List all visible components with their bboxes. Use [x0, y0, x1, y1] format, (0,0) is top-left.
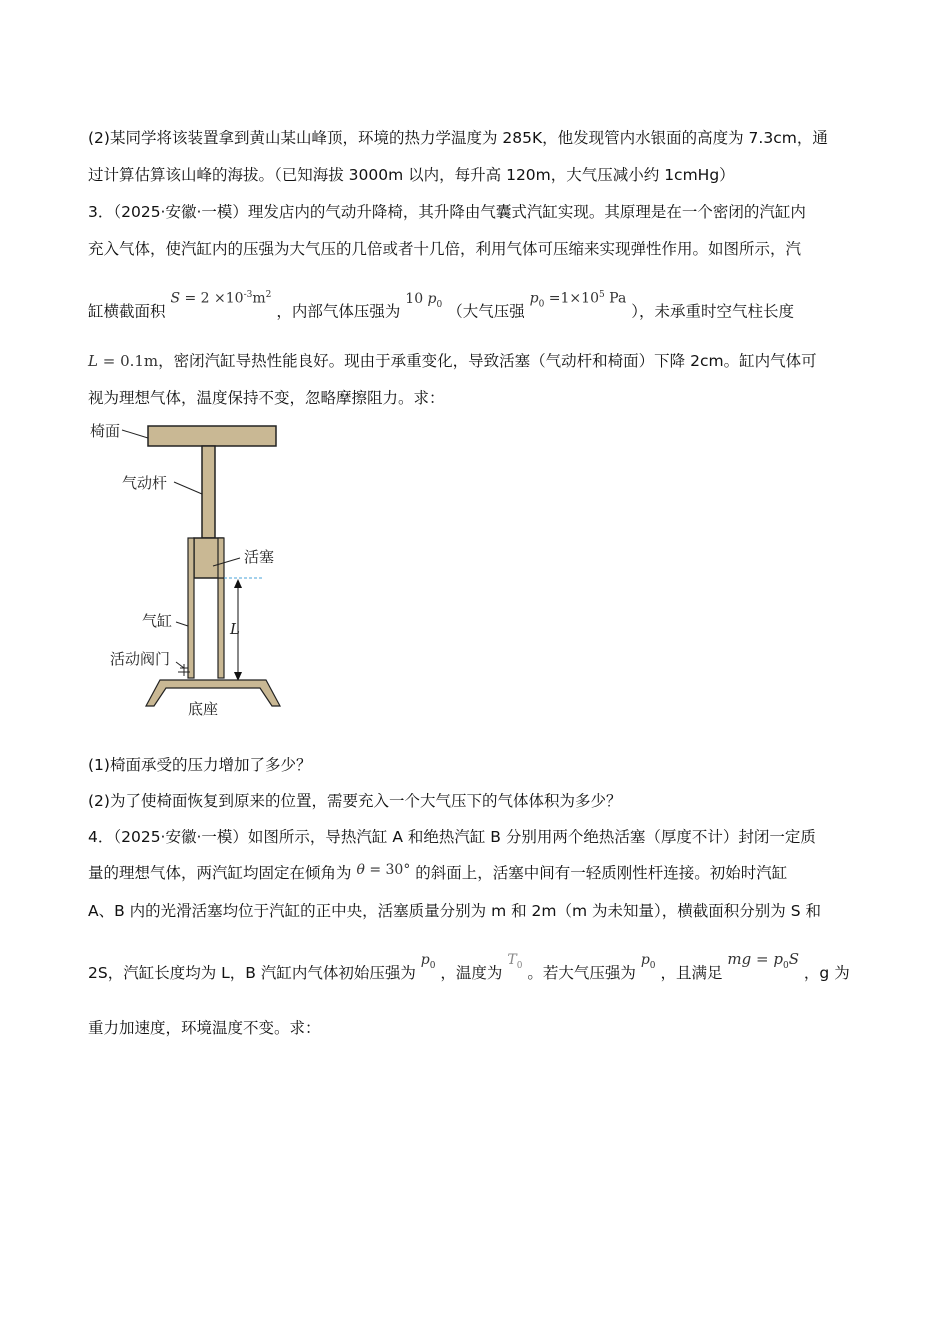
rod: [202, 446, 215, 538]
q4-line4-text-b: ，温度为: [440, 964, 503, 982]
q4-line4: [88, 950, 863, 991]
q4-line4-text-e: ，g 为: [803, 964, 850, 982]
atm-formula: $p_0 =1\times 10^5$ Pa: [529, 290, 627, 310]
pressure-formula: 10 $p_0$: [405, 290, 443, 310]
q3-line3-text-a: 缸横截面积: [88, 302, 166, 321]
angle-formula: θ = 30°: [356, 862, 411, 878]
t0-formula: $T_0$: [507, 952, 523, 971]
q3-sub2: (2)为了使椅面恢复到原来的位置，需要充入一个大气压下的气体体积为多少？: [88, 792, 622, 810]
seat: [148, 426, 276, 446]
length-formula: L = 0.1m: [88, 352, 159, 370]
p0-formula-2: $p_0$: [640, 952, 656, 971]
q4-line2: [88, 862, 863, 885]
mg-formula: mg = $p_0S$: [727, 950, 799, 971]
q4-line4-text-c: 。若大气压强为: [527, 964, 636, 982]
label-seat: 椅面: [90, 422, 121, 440]
label-L: L: [230, 620, 240, 638]
q3-line5: 视为理想气体，温度保持不变，忽略摩擦阻力。求：: [88, 389, 445, 407]
label-piston: 活塞: [244, 548, 275, 566]
q3-line1: 3．（2025·安徽·一模）理发店内的气动升降椅，其升降由气囊式汽缸实现。其原理是在一个密闭的汽缸内: [88, 203, 806, 221]
q4-line3: A、B 内的光滑活塞均位于汽缸的正中央，活塞质量分别为 m 和 2m（m 为未知量），横截面积分别为 S 和: [88, 902, 821, 920]
cylinder-right-wall: [218, 578, 224, 678]
area-formula: $S = 2 \times 10^{-3}m^2$: [170, 290, 272, 307]
q4-line1: 4．（2025·安徽·一模）如图所示，导热汽缸 A 和绝热汽缸 B 分别用两个绝热活塞（厚度不计）封闭一定质: [88, 828, 816, 846]
q3-line3-text-c: （大气压强: [447, 302, 525, 321]
q4-line2-text-b: 的斜面上，活塞中间有一轻质刚性杆连接。初始时汽缸: [415, 864, 788, 882]
lift-chair-figure: [88, 416, 298, 724]
q3-line2: 充入气体，使汽缸内的压强为大气压的几倍或者十几倍，利用气体可压缩来实现弹性作用。如图所示，汽: [88, 240, 802, 258]
label-rod: 气动杆: [122, 474, 168, 492]
q3-line4: [88, 350, 863, 372]
label-valve: 活动阀门: [110, 650, 171, 668]
p0-formula-1: $p_0$: [420, 952, 436, 971]
q4-line5: 重力加速度，环境温度不变。求：: [88, 1019, 321, 1037]
label-cylinder: 气缸: [142, 612, 173, 630]
q3-line3-text-b: ，内部气体压强为: [276, 302, 401, 321]
label-base: 底座: [188, 700, 219, 718]
q3-line3-text-d: ），未承重时空气柱长度: [631, 302, 795, 321]
q3-line3: [88, 290, 863, 329]
q2-sub2-line1: (2)某同学将该装置拿到黄山某山峰顶，环境的热力学温度为 285K，他发现管内水银面的高度为 7.3cm，通: [88, 129, 828, 147]
q4-line2-text-a: 量的理想气体，两汽缸均固定在倾角为: [88, 864, 352, 882]
q3-line4-text: ，密闭汽缸导热性能良好。现由于承重变化，导致活塞（气动杆和椅面）下降 2cm。缸内气体可: [158, 352, 817, 370]
q4-line4-text-d: ，且满足: [660, 964, 723, 982]
q3-sub1: (1)椅面承受的压力增加了多少？: [88, 756, 312, 774]
cylinder-left-wall: [188, 538, 194, 678]
q2-sub2-line2: 过计算估算该山峰的海拔。（已知海拔 3000m 以内，每升高 120m，大气压减小约 1cmHg）: [88, 166, 735, 184]
q4-line4-text-a: 2S，汽缸长度均为 L，B 汽缸内气体初始压强为: [88, 964, 416, 982]
